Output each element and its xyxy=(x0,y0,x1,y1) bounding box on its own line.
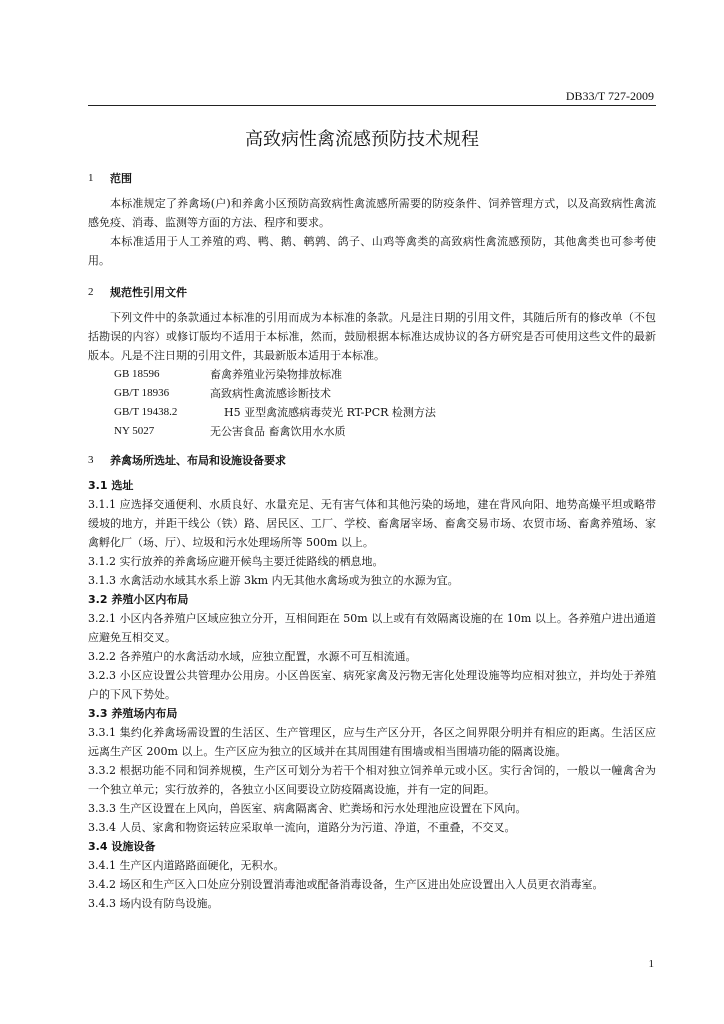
clause: 3.1.3 水禽活动水域其水系上游 3km 内无其他水禽场或为独立的水源为宜。 xyxy=(88,574,459,587)
reference-title: 畜禽养殖业污染物排放标准 xyxy=(210,368,342,381)
clause: 3.2.3 小区应设置公共管理办公用房。小区兽医室、病死家禽及污物无害化处理设施等均应相对独立，并均处于养殖户的下风下势处。 xyxy=(88,669,656,701)
section-1-heading xyxy=(88,169,656,188)
page-number: 1 xyxy=(648,958,654,970)
section-number: 2 xyxy=(88,286,94,298)
reference-title: 高致病性禽流感诊断技术 xyxy=(210,387,331,400)
document-body xyxy=(88,162,656,913)
paragraph: 下列文件中的条款通过本标准的引用而成为本标准的条款。凡是注日期的引用文件，其随后所有的修改单（不包括勘误的内容）或修订版均不适用于本标准，然而，鼓励根据本标准达成协议的各方研究是否可使用这些文件的最新版本。凡是不注日期的引用文件，其最新版本适用于本标准。 xyxy=(88,311,656,362)
clause: 3.1.2 实行放养的养禽场应避开候鸟主要迁徙路线的栖息地。 xyxy=(88,555,384,568)
subsection-heading: 3.3 养殖场内布局 xyxy=(88,707,178,720)
section-number: 3 xyxy=(88,454,94,466)
section-number: 1 xyxy=(88,172,94,184)
subsection-heading: 3.2 养殖小区内布局 xyxy=(88,593,189,606)
clause: 3.3.3 生产区设置在上风向，兽医室、病禽隔离舍、贮粪场和污水处理池应设置在下风向。 xyxy=(88,802,527,815)
clause: 3.2.2 各养殖户的水禽活动水域，应独立配置，水源不可互相流通。 xyxy=(88,650,417,663)
section-title: 养禽场所选址、布局和设施设备要求 xyxy=(110,454,286,467)
reference-title: H5 亚型禽流感病毒荧光 RT-PCR 检测方法 xyxy=(224,406,436,419)
clause: 3.4.1 生产区内道路路面硬化，无积水。 xyxy=(88,859,285,872)
page-title: 高致病性禽流感预防技术规程 xyxy=(245,129,479,150)
reference-code: GB/T 18936 xyxy=(114,387,170,399)
reference-item xyxy=(88,365,656,384)
clause: 3.3.4 人员、家禽和物资运转应采取单一流向，道路分为污道、净道，不重叠，不交叉。 xyxy=(88,821,516,834)
clause: 3.1.1 应选择交通便利、水质良好、水量充足、无有害气体和其他污染的场地，建在背风向阳、地势高燥平坦或略带缓坡的地方，并距干线公（铁）路、居民区、工厂、学校、畜禽屠宰场、畜禽交易市场、农贸市场、畜禽养殖场、家禽孵化厂（场、厅）、垃圾和污水处理场所等 500m 以上。 xyxy=(88,498,656,549)
section-2-heading xyxy=(88,283,656,302)
clause: 3.4.3 场内设有防鸟设施。 xyxy=(88,897,219,910)
reference-code: NY 5027 xyxy=(114,425,155,437)
subsection-heading: 3.1 选址 xyxy=(88,479,134,492)
header-rule xyxy=(88,105,656,106)
reference-title: 无公害食品 畜禽饮用水水质 xyxy=(210,425,346,438)
standard-number: DB33/T 727-2009 xyxy=(565,89,654,103)
reference-code: GB 18596 xyxy=(114,368,160,380)
clause: 3.3.2 根据功能不同和饲养规模，生产区可划分为若干个相对独立饲养单元或小区。实行舍饲的，一般以一幢禽舍为一个独立单元；实行放养的，各独立小区间要设立防疫隔离设施，并有一定的间距。 xyxy=(88,764,656,796)
section-title: 规范性引用文件 xyxy=(110,286,187,299)
reference-item xyxy=(88,422,656,441)
reference-item xyxy=(88,384,656,403)
clause: 3.3.1 集约化养禽场需设置的生活区、生产管理区，应与生产区分开，各区之间界限分明并有相应的距离。生活区应远离生产区 200m 以上。生产区应为独立的区域并在其周围建有围墙或相当围墙功能的隔离设施。 xyxy=(88,726,656,758)
section-title: 范围 xyxy=(110,172,132,185)
section-3-heading xyxy=(88,451,656,470)
subsection-heading: 3.4 设施设备 xyxy=(88,840,156,853)
reference-code: GB/T 19438.2 xyxy=(114,406,178,418)
clause: 3.2.1 小区内各养殖户区域应独立分开，互相间距在 50m 以上或有有效隔离设施的在 10m 以上。各养殖户进出通道应避免互相交叉。 xyxy=(88,612,656,644)
paragraph: 本标准适用于人工养殖的鸡、鸭、鹅、鹌鹑、鸽子、山鸡等禽类的高致病性禽流感预防，其他禽类也可参考使用。 xyxy=(88,235,656,267)
paragraph: 本标准规定了养禽场(户)和养禽小区预防高致病性禽流感所需要的防疫条件、饲养管理方式，以及高致病性禽流感免疫、消毒、监测等方面的方法、程序和要求。 xyxy=(88,197,656,229)
reference-item xyxy=(88,403,656,422)
clause: 3.4.2 场区和生产区入口处应分别设置消毒池或配备消毒设备，生产区进出处应设置出入人员更衣消毒室。 xyxy=(88,878,604,891)
